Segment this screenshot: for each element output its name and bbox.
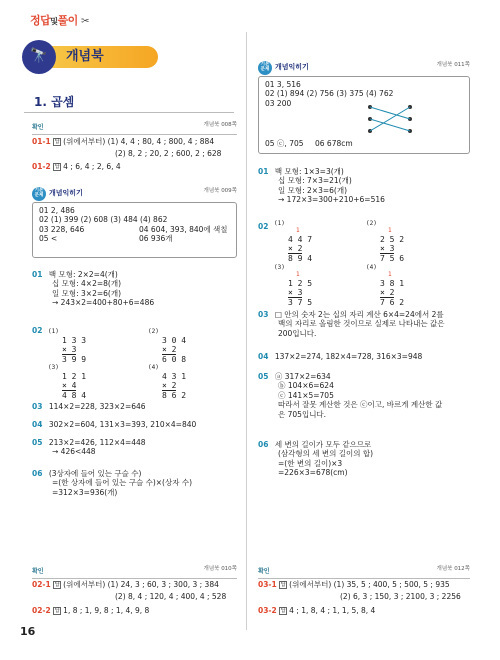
r-solution-02-number: 02 [258,222,269,231]
column-divider [246,32,247,630]
brand-title: 정답및풀이 ✂ [30,14,89,27]
calc-l3: (3) 1 2 1 × 4 4 8 4 [48,364,87,401]
practice-header-1: 기본 문제 개념익히기 개념북 009쪽 [32,184,237,201]
answer-02-2: 02-2 답 1, 8 ; 1, 9, 8 ; 1, 4, 9, 8 [32,606,150,615]
solution-03: 03 114×2=228, 323×2=646 [32,402,146,411]
solution-06: 06 (3상자에 들어 있는 구슬 수) =(한 상자에 들어 있는 구슬 수)×(상자 수) =312×3=936(개) [32,469,193,497]
banner-title: 개념북 [66,49,104,64]
r-solution-05: 05 ⓐ 317×2=634 ⓑ 104×6=624 ⓒ 141×5=705 따라서 잘못 계산한 것은 ⓒ이고, 바르게 계산한 값 은 705입니다. [258,372,443,419]
calc-l1: (1) 1 3 3 × 3 3 9 9 [48,328,87,365]
answer-02-1: 02-1 답 (위에서부터) (1) 24, 3 ; 60, 3 ; 300, 3 ; 384 [32,580,219,589]
calc-r2: (2) 1 2 5 2 × 3 7 5 6 [366,220,405,264]
answer-summary-box-2: 01 3, 516 02 (1) 894 (2) 756 (3) 375 (4) 762 03 200 05 ⓒ, 705 06 678cm [258,76,470,154]
telescope-icon: 🔭 [22,40,56,74]
practice-header-2: 기본 문제 개념익히기 개념북 011쪽 [258,58,470,75]
answer-03-1: 03-1 답 (위에서부터) (1) 35, 5 ; 400, 5 ; 500, 5 ; 935 [258,580,450,589]
answer-03-1-part2: (2) 6, 3 ; 150, 3 ; 2100, 3 ; 2256 [340,592,461,601]
answer-01-1-part2: (2) 8, 2 ; 20, 2 ; 600, 2 ; 628 [115,149,222,158]
solution-05: 05 213×2=426, 112×4=448 → 426<448 [32,438,146,457]
page-number: 16 [20,625,36,638]
check-header-1: 확인 개념북 008쪽 [32,122,237,135]
answer-02-1-part2: (2) 8, 4 ; 120, 4 ; 400, 4 ; 528 [115,592,227,601]
calc-l2: (2) 3 0 4 × 2 6 0 8 [148,328,187,365]
scissors-pencil-icon: ✂ [81,16,89,27]
answer-03-2: 03-2 답 4 ; 1, 8, 4 ; 1, 1, 5, 8, 4 [258,606,376,615]
r-solution-03: 03 □ 안의 숫자 2는 십의 자리 계산 6×4=24에서 2를 백의 자리로 올림한 것이므로 실제로 나타내는 값은 200입니다. [258,310,445,338]
solution-02-number: 02 [32,326,43,335]
divider [24,112,234,113]
calc-r3: (3) 1 1 2 5 × 3 3 7 5 [274,264,313,308]
answer-summary-box-1: 01 2, 486 02 (1) 399 (2) 608 (3) 484 (4) 862 03 228, 646 04 604, 393, 840에 색칠 05 < 06 936개 [32,202,237,258]
check-header-3: 확인 개념북 012쪽 [258,566,470,579]
solution-01: 01 백 모형: 2×2=4(개) 십 모형: 4×2=8(개) 일 모형: 3×2=6(개) → 243×2=400+80+6=486 [32,270,155,308]
section-title: 1. 곱셈 [34,95,75,109]
check-header-2: 확인 개념북 010쪽 [32,566,237,579]
calc-l4: (4) 4 3 1 × 2 8 6 2 [148,364,187,401]
answer-01-1: 01-1 답 (위에서부터) (1) 4, 4 ; 80, 4 ; 800, 4 ; 884 [32,137,215,146]
concept-book-banner [22,40,162,74]
matching-lines-diagram [367,103,413,135]
answer-01-2: 01-2 답 4 ; 6, 4 ; 2, 6, 4 [32,162,121,171]
r-solution-06: 06 세 변의 길이가 모두 같으므로 (삼각형의 세 변의 길이의 합) =(한 변의 길이)×3 =226×3=678(cm) [258,440,374,478]
solution-04: 04 302×2=604, 131×3=393, 210×4=840 [32,420,197,429]
calc-r1: (1) 1 4 4 7 × 2 8 9 4 [274,220,313,264]
r-solution-04: 04 137×2=274, 182×4=728, 316×3=948 [258,352,423,361]
calc-r4: (4) 1 3 8 1 × 2 7 6 2 [366,264,405,308]
r-solution-01: 01 백 모형: 1×3=3(개) 십 모형: 7×3=21(개) 일 모형: 2×3=6(개) → 172×3=300+210+6=516 [258,167,385,205]
